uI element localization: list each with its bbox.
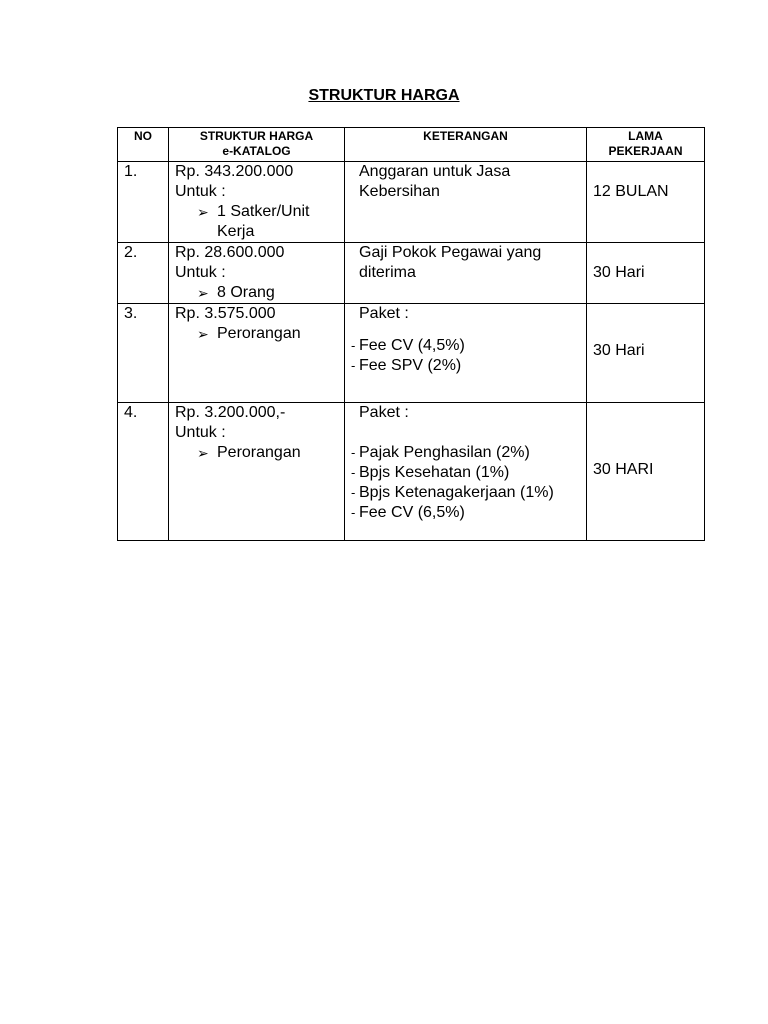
page-title: STRUKTUR HARGA bbox=[308, 87, 460, 104]
lama-cell: 30 Hari bbox=[587, 304, 705, 403]
row-number: 2. bbox=[118, 243, 169, 304]
keterangan-cell: Paket : - Pajak Penghasilan (2%) - Bpjs Kesehatan (1%) - Bpjs Ketenagakerjaan (1%) - Fee CV (6,5%) bbox=[345, 403, 587, 541]
row-number: 3. bbox=[118, 304, 169, 403]
bullet-item: ➢ 1 Satker/Unit Kerja bbox=[197, 203, 310, 240]
table-row bbox=[118, 162, 705, 243]
arrow-bullet-icon: ➢ bbox=[197, 326, 209, 342]
untuk-label: Untuk : bbox=[175, 424, 226, 441]
row-number: 1. bbox=[118, 162, 169, 243]
price-cell bbox=[169, 243, 345, 304]
table-row bbox=[118, 304, 705, 403]
untuk-label: Untuk : bbox=[175, 264, 226, 281]
price-cell bbox=[169, 304, 345, 403]
header-keterangan: KETERANGAN bbox=[345, 128, 587, 162]
price-cell bbox=[169, 403, 345, 541]
header-struktur-harga: STRUKTUR HARGA e-KATALOG bbox=[169, 128, 345, 162]
list-item: - Bpjs Ketenagakerjaan (1%) bbox=[351, 484, 554, 501]
price-value: Rp. 28.600.000 bbox=[175, 244, 285, 261]
price-cell bbox=[169, 162, 345, 243]
bullet-item: ➢ Perorangan bbox=[197, 325, 301, 342]
list-item: - Bpjs Kesehatan (1%) bbox=[351, 464, 510, 481]
price-value: Rp. 343.200.000 bbox=[175, 163, 294, 180]
header-lama-pekerjaan: LAMA PEKERJAAN bbox=[587, 128, 705, 162]
keterangan-cell: Gaji Pokok Pegawai yang diterima bbox=[345, 243, 587, 304]
list-item: - Pajak Penghasilan (2%) bbox=[351, 444, 530, 461]
arrow-bullet-icon: ➢ bbox=[197, 445, 209, 461]
bullet-item: ➢ Perorangan bbox=[197, 444, 301, 461]
keterangan-cell: Paket : - Fee CV (4,5%) - Fee SPV (2%) bbox=[345, 304, 587, 403]
price-value: Rp. 3.575.000 bbox=[175, 305, 276, 322]
arrow-bullet-icon: ➢ bbox=[197, 204, 209, 220]
table-row bbox=[118, 243, 705, 304]
list-item: - Fee CV (6,5%) bbox=[351, 504, 465, 521]
header-no: NO bbox=[118, 128, 169, 162]
price-structure-table bbox=[117, 127, 705, 541]
lama-cell: 12 BULAN bbox=[587, 162, 705, 243]
lama-cell: 30 Hari bbox=[587, 243, 705, 304]
table-row bbox=[118, 403, 705, 541]
list-item: - Fee SPV (2%) bbox=[351, 357, 462, 374]
row-number: 4. bbox=[118, 403, 169, 541]
list-item: - Fee CV (4,5%) bbox=[351, 337, 465, 354]
keterangan-cell: Anggaran untuk Jasa Kebersihan bbox=[345, 162, 587, 243]
untuk-label: Untuk : bbox=[175, 183, 226, 200]
bullet-item: ➢ 8 Orang bbox=[197, 284, 275, 301]
table-header-row bbox=[118, 128, 705, 162]
arrow-bullet-icon: ➢ bbox=[197, 285, 209, 301]
price-value: Rp. 3.200.000,- bbox=[175, 404, 286, 421]
lama-cell: 30 HARI bbox=[587, 403, 705, 541]
